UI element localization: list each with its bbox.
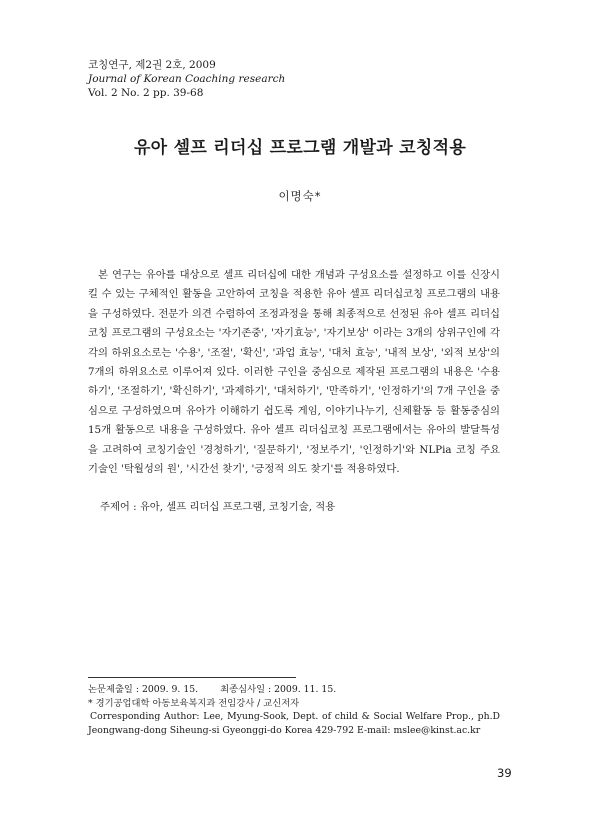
footnote-dates <box>88 683 500 697</box>
corresponding-author: Corresponding Author: Lee, Myung-Sook, Dept. of child & Social Welfare Prop., ph.D <box>90 711 500 722</box>
submission-date: 논문제출일 : 2009. 9. 15. <box>88 684 199 695</box>
page-number: 39 <box>497 766 512 780</box>
journal-header-korean: 코칭연구, 제2권 2호, 2009 <box>88 59 216 71</box>
footnote-block <box>88 683 500 737</box>
keywords: 주제어 : 유아, 셀프 리더십 프로그램, 코칭기술, 적용 <box>100 501 336 513</box>
footnote-divider <box>88 677 296 678</box>
author-affiliation: * 경기공업대학 아동보육복지과 전임강사 / 교신저자 <box>88 697 300 709</box>
paper-title: 유아 셀프 리더십 프로그램 개발과 코칭적용 <box>133 138 467 158</box>
review-date: 최종심사일 : 2009. 11. 15. <box>220 684 337 695</box>
journal-header-english: Journal of Korean Coaching research <box>88 73 286 85</box>
journal-header <box>88 58 285 100</box>
author-name: 이명숙* <box>278 189 322 203</box>
journal-volume-pages: Vol. 2 No. 2 pp. 39-68 <box>88 87 204 99</box>
abstract-text: 본 연구는 유아를 대상으로 셀프 리더십에 대한 개념과 구성요소를 설정하고 이를 신장시킬 수 있는 구체적인 활동을 고안하여 코칭을 적용한 유아 셀프 리더십코칭 프로그램의 내용을 구성하였다. 전문가 의견 수렴하여 조정과정을 통해 최종적으로 선정된 유아 셀프 리더십코칭 프로그램의 구성요소는 '자기존중', '자기효능', '자기보상' 이라는 3개의 상위구인에 각각의 하위요소로는 '수용', '조절', '확신', '과업 효능', '대처 효능', '내적 보상', '외적 보상'의 7개의 하위요소로 이루어져 있다. 이러한 구인을 중심으로 제작된 프로그램의 내용은 '수용하기', '조절하기', '확신하기', '과제하기', '대처하기', '만족하기', '인정하기'의 7개 구인을 중심으로 구성하였으며 유아가 이해하기 쉽도록 게임, 이야기나누기, 신체활동 등 활동중심의 15개 활동으로 내용을 구성하였다. 유아 셀프 리더십코칭 프로그램에서는 유아의 발달특성을 고려하여 코칭기술인 '경청하기', '질문하기', '정보주기', '인정하기'와 NLPia 코칭 주요기술인 '탁월성의 원', '시간선 찾기', '긍정적 의도 찾기'를 적용하였다. <box>88 269 500 476</box>
corresponding-address: Jeongwang-dong Siheung-si Gyeonggi-do Korea 429-792 E-mail: mslee@kinst.ac.kr <box>88 724 481 736</box>
